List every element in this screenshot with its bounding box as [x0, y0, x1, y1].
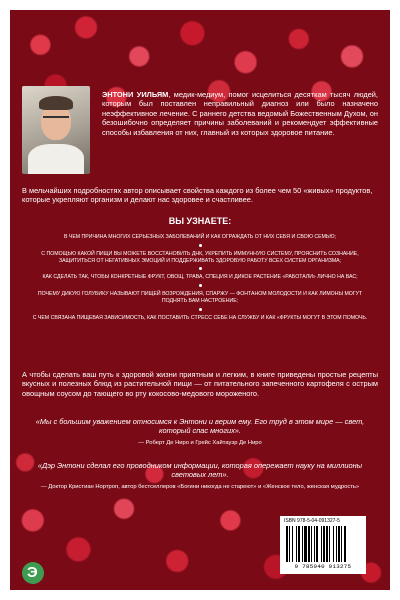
photo-shirt [28, 144, 84, 174]
learn-list [32, 230, 368, 325]
testimonial-text: «Дэр Энтони сделал его проводником информации, которая опережает науку на миллионы световых лет». [37, 461, 363, 480]
learn-title: ВЫ УЗНАЕТЕ: [168, 216, 232, 226]
book-back-cover [10, 10, 390, 590]
author-photo [22, 86, 90, 174]
testimonial-author: — Доктор Кристиан Нортроп, автор бестселлеров «Богини никогда не стареют» и «Женское тело, женская мудрость» [40, 483, 360, 490]
author-bio-text: , медик-медиум, помог исцелиться десяткам тысяч людей, которым был поставлен неправильный диагноз или было назначено неэффективное лечение. С раннего детства ведомый Божественным Духом, он безошибочно определяет причины заболеваний и рекомендует эффективные способы избавления от них, главный из которых здоровое питание. [102, 90, 378, 137]
learn-item: ПОЧЕМУ ДИКУЮ ГОЛУБИКУ НАЗЫВАЮТ ПИЩЕЙ ВОЗРОЖДЕНИЯ, СПАРЖУ — ФОНТАНОМ МОЛОДОСТИ И КАК ЛИМОНЫ МОГУТ ПОДНЯТЬ ВАМ НАСТРОЕНИЕ; [37, 291, 363, 304]
author-name: ЭНТОНИ УИЛЬЯМ [102, 90, 169, 99]
publisher-logo [22, 562, 44, 584]
testimonial-text: «Мы с большим уважением относимся к Энтони и верим ему. Его труд в этом мире — свет, который спас многих». [35, 417, 365, 436]
intro-paragraph: В мельчайших подробностях автор описывает свойства каждого из более чем 50 «живых» продуктов, которые укрепляют организм и делают нас здоровее и счастливее. [22, 186, 373, 205]
author-section [22, 86, 378, 181]
isbn-label: ISBN 978-5-04-091327-5 [284, 518, 340, 524]
barcode-icon [286, 526, 360, 562]
photo-hair [39, 96, 73, 110]
learn-item: КАК СДЕЛАТЬ ТАК, ЧТОБЫ КОНКРЕТНЫЕ ФРУКТ, ОВОЩ, ТРАВА, СПЕЦИЯ И ДИКОЕ РАСТЕНИЕ «РАБОТАЛИ» ЛИЧНО НА ВАС; [42, 274, 358, 281]
learn-item: С ЧЕМ СВЯЗАНА ПИЩЕВАЯ ЗАВИСИМОСТЬ, КАК ПОСТАВИТЬ СТРЕСС СЕБЕ НА СЛУЖБУ И КАК «ФРУКТЫ МОГУТ В ЭТОМ ПОМОЧЬ. [32, 314, 368, 321]
testimonial [30, 461, 370, 491]
testimonial [30, 417, 370, 447]
barcode-digits: 9 785040 913275 [294, 563, 352, 570]
author-bio [102, 90, 378, 137]
barcode [280, 516, 366, 574]
publisher-logo-icon: Э [27, 564, 38, 581]
learn-item: С ПОМОЩЬЮ КАКОЙ ПИЩИ ВЫ МОЖЕТЕ ВОССТАНОВИТЬ ДНК, УКРЕПИТЬ ИММУННУЮ СИСТЕМУ, ПРОЯСНИТЬ СОЗНАНИЕ, ЗАЩИТИТЬСЯ ОТ НЕГАТИВНЫХ ЭМОЦИЙ И ПОДДЕРЖИВАТЬ ЗДОРОВУЮ РАБОТУ ВСЕХ СИСТЕМ ОРГАНИЗМА; [41, 250, 359, 264]
testimonial-author: — Роберт Де Ниро и Грейс Хайтауэр Де Ниро [138, 439, 262, 446]
recipes-paragraph: А чтобы сделать ваш путь к здоровой жизни приятным и легким, в книге приведены простые рецепты вкусных и полезных блюд из растительной пищи — от питательного запеченного картофеля с острым овощным соусом до тающего во рту кокосово-медового мороженого. [22, 370, 378, 398]
learn-item: В ЧЕМ ПРИЧИНА МНОГИХ СЕРЬЕЗНЫХ ЗАБОЛЕВАНИЙ И КАК ОГРАЖДАТЬ ОТ НИХ СЕБЯ И СВОЮ СЕМЬЮ; [63, 234, 337, 240]
photo-glasses [43, 116, 69, 124]
